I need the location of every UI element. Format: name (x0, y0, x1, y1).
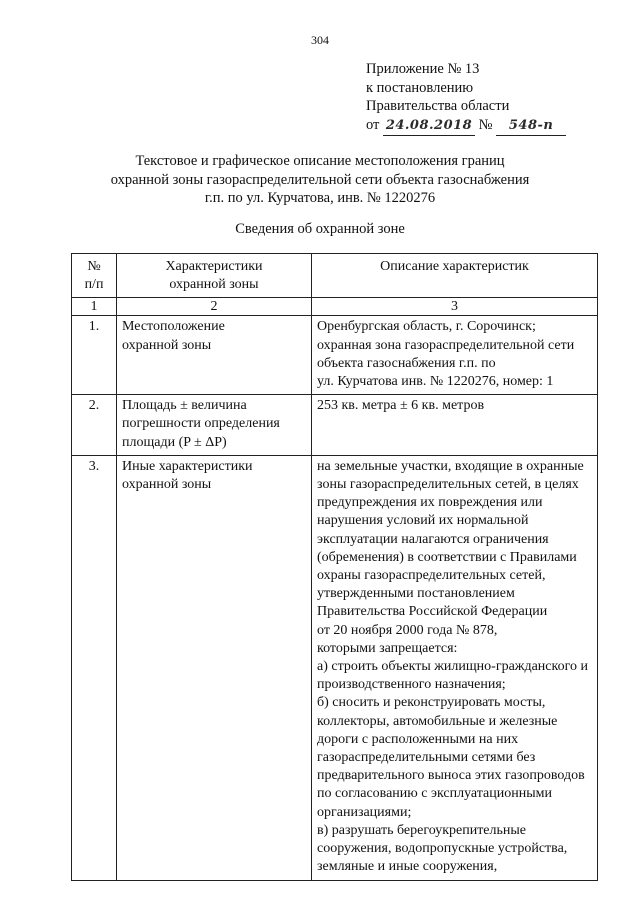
table-row (72, 395, 598, 456)
index-cell-2: 2 (117, 298, 312, 316)
header-description: Описание характеристик (312, 254, 598, 298)
index-cell-1: 1 (72, 298, 117, 316)
appendix-line-2: к постановлению (366, 79, 474, 96)
zone-info-table (71, 253, 598, 881)
page-number: 304 (311, 33, 329, 47)
appendix-line-1: Приложение № 13 (366, 61, 480, 77)
number-label: № (478, 116, 493, 133)
index-cell-3: 3 (312, 298, 598, 316)
appendix-line-3: Правительства области (366, 98, 510, 114)
table-row (72, 455, 598, 880)
row-number: 1. (72, 316, 117, 395)
section-subtitle: Сведения об охранной зоне (235, 221, 405, 237)
title-line-3: г.п. по ул. Курчатова, инв. № 1220276 (204, 190, 436, 206)
header-number: № п/п (72, 254, 117, 298)
handwritten-date: 24.08.2018 (383, 117, 475, 137)
table-header-row (72, 254, 598, 298)
table-index-row (72, 298, 598, 316)
header-characteristic: Характеристики охранной зоны (117, 254, 312, 298)
title-line-2: охранной зоны газораспределительной сети объекта газоснабжения (110, 171, 530, 188)
row-number: 3. (72, 455, 117, 880)
row-description: на земельные участки, входящие в охранные зоны газораспределительных сетей, в целях предупреждения их повреждения или нарушения условий их нормальной эксплуатации налагаются ограничения (обременения) в соответствии с Правилами охраны газораспределительных сетей, утвержденными постановлением Правительства Российской Федерации от 20 ноября 2000 года № 878, которыми запрещается: а) строить объекты жилищно-гражданского и производственного назначения; б) сносить и реконструировать мосты, коллекторы, автомобильные и железные дороги с расположенными на них газораспределительными сетями без предварительного выноса этих газопроводов по согласованию с эксплуатационными организациями; в) разрушать берегоукрепительные сооружения, водопропускные устройства, земляные и иные сооружения, (312, 455, 598, 880)
row-description: 253 кв. метра ± 6 кв. метров (312, 395, 598, 456)
row-characteristic: Иные характеристики охранной зоны (117, 455, 312, 880)
document-title (0, 152, 640, 208)
row-description: Оренбургская область, г. Сорочинск; охранная зона газораспределительной сети объекта газоснабжения г.п. по ул. Курчатова инв. № 1220276, номер: 1 (312, 316, 598, 395)
table-row (72, 316, 598, 395)
title-line-1: Текстовое и графическое описание местоположения границ (135, 153, 505, 169)
from-label: от (366, 116, 380, 133)
handwritten-number: 548-п (496, 117, 566, 137)
appendix-line-4 (366, 116, 566, 137)
row-number: 2. (72, 395, 117, 456)
row-characteristic: Местоположение охранной зоны (117, 316, 312, 395)
appendix-block (366, 60, 566, 136)
row-characteristic: Площадь ± величина погрешности определения площади (P ± ΔP) (117, 395, 312, 456)
